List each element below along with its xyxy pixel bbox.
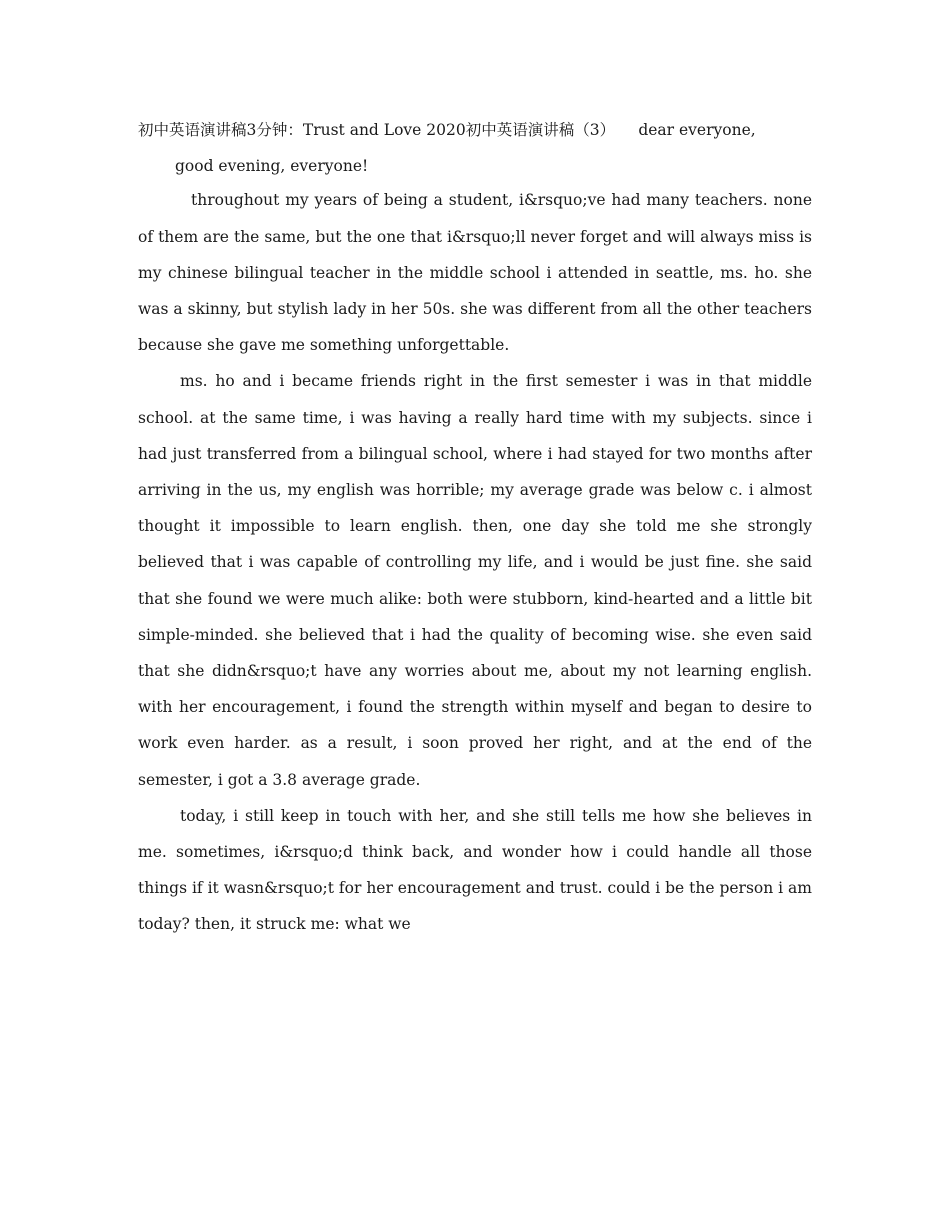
greeting-line: good evening, everyone! xyxy=(175,157,369,176)
paragraph-3: today, i still keep in touch with her, and she still tells me how she believes in me. sometimes, i&rsquo;d think back, and wonder how i could handle all those things if it wasn&rsquo;t for her encouragement and trust. could i be the person i am today? then, it struck me: what we xyxy=(138,806,812,934)
document-page xyxy=(138,112,812,943)
paragraph-2: ms. ho and i became friends right in the first semester i was in that middle school. at the same time, i was having a really hard time with my subjects. since i had just transferred from a bilingual school, where i had stayed for two months after arriving in the us, my english was horrible; my average grade was below c. i almost thought it impossible to learn english. then, one day she told me she strongly believed that i was capable of controlling my life, and i would be just fine. she said that she found we were much alike: both were stubborn, kind-hearted and a little bit simple-minded. she believed that i had the quality of becoming wise. she even said that she didn&rsquo;t have any worries about me, about my not learning english. with her encouragement, i found the strength within myself and began to desire to work even harder. as a result, i soon proved her right, and at the end of the semester, i got a 3.8 average grade. xyxy=(138,372,812,789)
paragraph-1: throughout my years of being a student, i&rsquo;ve had many teachers. none of them are the same, but the one that i&rsquo;ll never forget and will always miss is my chinese bilingual teacher in the middle school i attended in seattle, ms. ho. she was a skinny, but stylish lady in her 50s. she was different from all the other teachers because she gave me something unforgettable. xyxy=(138,191,812,355)
document-heading: 初中英语演讲稿3分钟：Trust and Love 2020初中英语演讲稿（3） dear everyone, xyxy=(138,121,756,139)
